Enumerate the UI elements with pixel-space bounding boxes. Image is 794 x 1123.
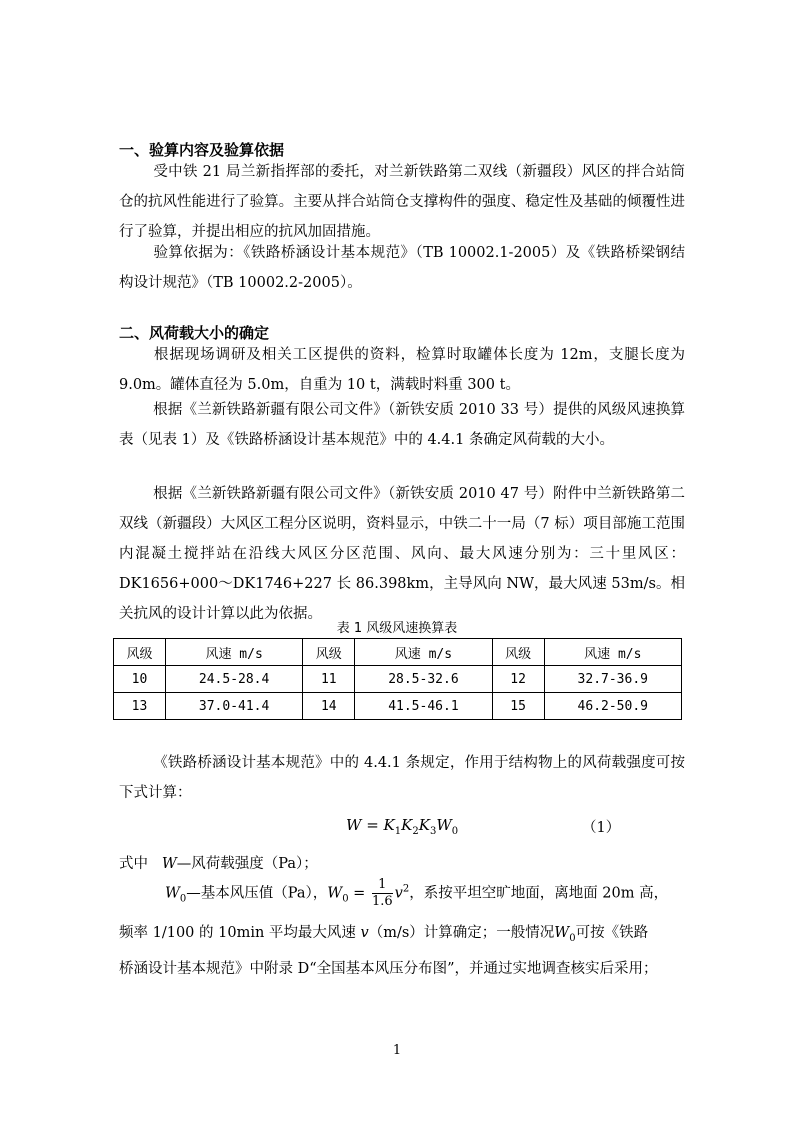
w0-equals: =: [348, 885, 370, 902]
formula-k2-sub: 2: [412, 826, 419, 837]
section2-paragraph-3-text: 根据《兰新铁路新疆有限公司文件》（新铁安质 2010 47 号）附件中兰新铁路第二双线（新疆段）大风区工程分区说明，资料显示，中铁二十一局（7 标）项目部施工范围内混凝土搅拌站在沿线大风区分区范围、风向、最大风速分别为：三十里风区：DK1656+000～DK1746+227 长 86.398km，主导风向 NW，最大风速 53m/s。相关抗风的设计计算以此为依据。: [119, 486, 685, 622]
fraction: [372, 877, 393, 910]
frequency-v-symbol: v: [360, 925, 369, 941]
section1-paragraph-1-text: 受中铁 21 局兰新指挥部的委托，对兰新铁路第二双线（新疆段）风区的拌合站筒仓的抗风性能进行了验算。主要从拌合站筒仓支撑构件的强度、稳定性及基础的倾覆性进行了验算，并提出相应的抗风加固措施。: [119, 164, 685, 240]
table-header-cell: 风速 m/s: [165, 639, 302, 666]
formula-w0-sub: 0: [451, 826, 459, 837]
table-cell: 37.0-41.4: [165, 693, 302, 720]
frequency-text-2: （m/s）计算确定；一般情况: [368, 925, 555, 941]
w0-symbol-sub: 0: [179, 893, 187, 905]
table-cell: 41.5-46.1: [355, 693, 492, 720]
formula-k1-sub: 1: [394, 826, 402, 837]
table-cell: 28.5-32.6: [355, 666, 492, 693]
formula-w0: W: [436, 816, 452, 834]
section-heading-2: 二、风荷载大小的确定: [119, 324, 270, 342]
formula-equals: =: [361, 816, 384, 834]
where-text: —风荷载强度（Pa）；: [176, 856, 318, 872]
table-header-cell: 风级: [303, 639, 355, 666]
table-cell: 14: [303, 693, 355, 720]
page-number: 1: [392, 1043, 402, 1058]
table-cell: 10: [114, 666, 166, 693]
where-prefix: 式中: [119, 856, 148, 872]
table-row: [114, 693, 682, 720]
formula-k2: K: [401, 816, 413, 834]
table-header-cell: 风级: [492, 639, 544, 666]
w0-symbol: W: [165, 885, 180, 902]
w0-description: —基本风压值（Pa），: [186, 885, 328, 902]
table-cell: 46.2-50.9: [544, 693, 681, 720]
appendix-paragraph: 桥涵设计基本规范》中附录 D“全国基本风压分布图”，并通过实地调查核实后采用；: [119, 961, 658, 977]
where-symbol: W: [161, 856, 177, 872]
formula-w: W: [346, 816, 362, 834]
section-heading-1: 一、验算内容及验算依据: [119, 141, 285, 159]
formula-k3-sub: 3: [429, 826, 437, 837]
formula-k3: K: [418, 816, 430, 834]
section2-paragraph-1: [119, 340, 685, 400]
formula-intro-paragraph: [119, 748, 685, 808]
section2-paragraph-2: [119, 395, 685, 455]
table-row: [114, 666, 682, 693]
frequency-line: [119, 921, 648, 944]
v-symbol: v: [394, 885, 403, 902]
w0-condition-text: ，系按平坦空旷地面，离地面 20m 高，: [409, 885, 669, 902]
table-cell: 15: [492, 693, 544, 720]
table-cell: 32.7-36.9: [544, 666, 681, 693]
frequency-text-3: 可按《铁路: [575, 925, 649, 941]
table-cell: 24.5-28.4: [165, 666, 302, 693]
frequency-w0-symbol: W: [554, 925, 570, 941]
table-cell: 11: [303, 666, 355, 693]
formula-k1: K: [383, 816, 395, 834]
table-cell: 12: [492, 666, 544, 693]
equation-number: （1）: [582, 820, 621, 836]
table-cell: 13: [114, 693, 166, 720]
basic-wind-pressure-line: [165, 877, 668, 910]
section2-paragraph-1-text: 根据现场调研及相关工区提供的资料，检算时取罐体长度为 12m，支腿长度为 9.0m。罐体直径为 5.0m，自重为 10 t，满载时料重 300 t。: [119, 347, 685, 393]
section2-paragraph-2-text: 根据《兰新铁路新疆有限公司文件》（新铁安质 2010 33 号）提供的风级风速换算表（见表 1）及《铁路桥涵设计基本规范》中的 4.4.1 条确定风荷载的大小。: [119, 402, 685, 448]
table-header-cell: 风速 m/s: [544, 639, 681, 666]
where-line: [119, 852, 318, 873]
section1-paragraph-2: [119, 238, 685, 298]
table-caption: 表 1 风级风速换算表: [336, 621, 458, 636]
v-exponent: 2: [402, 883, 410, 895]
frequency-w0-sub: 0: [569, 932, 576, 944]
frequency-text-1: 频率 1/100 的 10min 平均最大风速: [119, 925, 356, 941]
w0-eq-sub: 0: [342, 893, 349, 905]
wind-speed-table: [113, 638, 682, 720]
section1-paragraph-1: [119, 157, 685, 247]
section2-paragraph-3: [119, 479, 685, 629]
w0-eq-symbol: W: [327, 885, 343, 902]
wind-load-formula: [346, 816, 458, 837]
fraction-denominator: 1.6: [371, 894, 393, 909]
table-header-cell: 风速 m/s: [355, 639, 492, 666]
fraction-numerator: 1: [372, 877, 393, 894]
table-header-row: [114, 639, 682, 666]
formula-intro-text: 《铁路桥涵设计基本规范》中的 4.4.1 条规定，作用于结构物上的风荷载强度可按下式计算：: [119, 755, 685, 801]
table-header-cell: 风级: [114, 639, 166, 666]
section1-paragraph-2-text: 验算依据为：《铁路桥涵设计基本规范》（TB 10002.1-2005）及《铁路桥梁钢结构设计规范》（TB 10002.2-2005）。: [119, 245, 685, 291]
